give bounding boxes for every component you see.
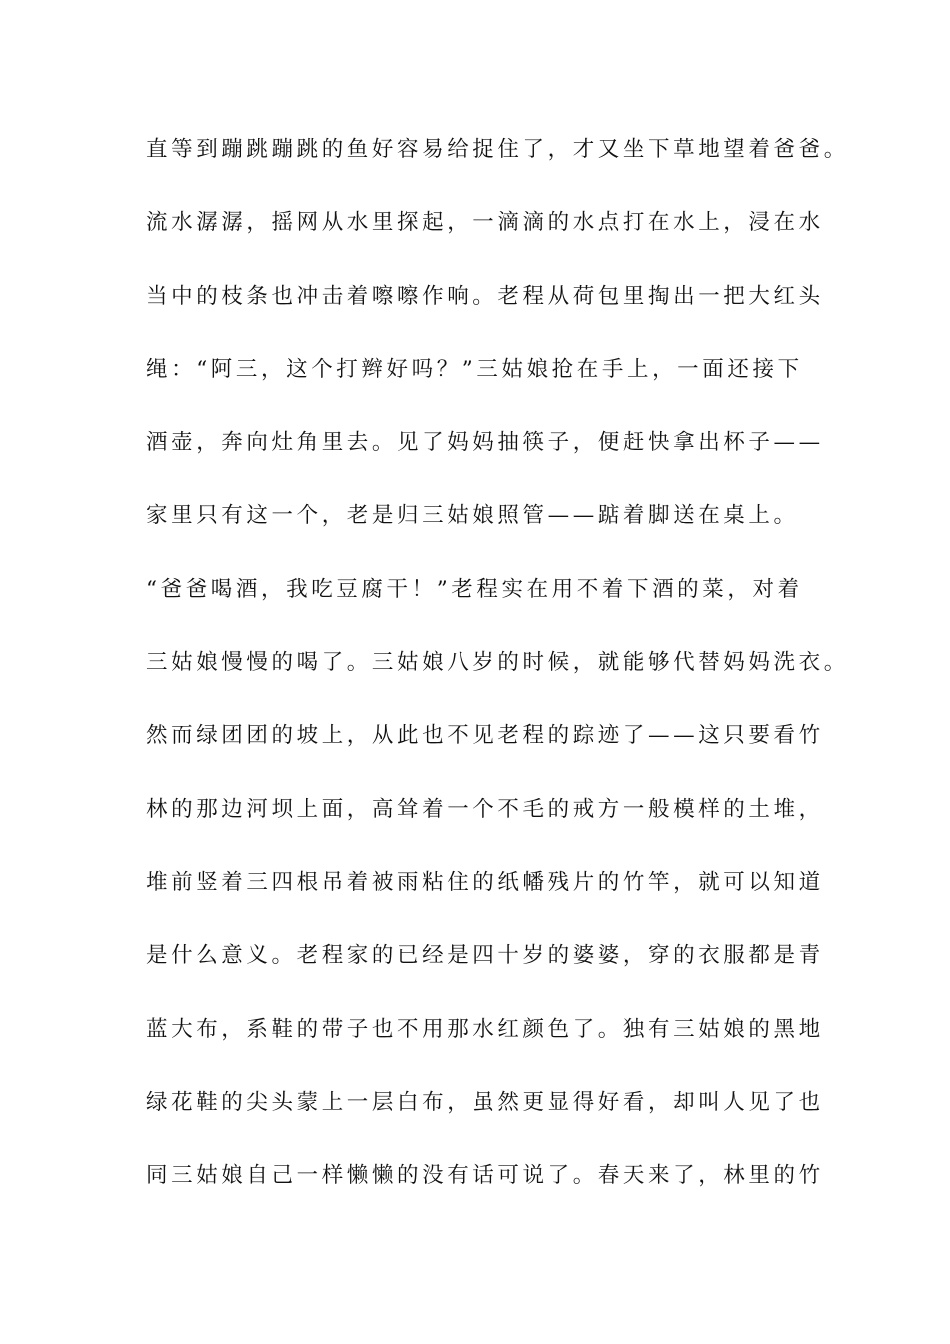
- text-line: 直等到蹦跳蹦跳的鱼好容易给捉住了，才又坐下草地望着爸爸。: [146, 137, 849, 162]
- text-line: 流水潺潺，摇网从水里探起，一滴滴的水点打在水上，浸在水: [146, 210, 824, 236]
- text-line: 绳：“阿三，这个打辫好吗？”三姑娘抢在手上，一面还接下: [146, 356, 803, 382]
- text-line: 然而绿团团的坡上，从此也不见老程的踪迹了——这只要看竹: [146, 723, 824, 749]
- text-line: 是什么意义。老程家的已经是四十岁的婆婆，穿的衣服都是青: [146, 943, 824, 969]
- text-line: 堆前竖着三四根吊着被雨粘住的纸幡残片的竹竿，就可以知道: [146, 869, 824, 895]
- text-line: 当中的枝条也冲击着嚓嚓作响。老程从荷包里掏出一把大红头: [146, 283, 824, 309]
- text-line: “爸爸喝酒，我吃豆腐干！”老程实在用不着下酒的菜，对着: [146, 576, 803, 602]
- text-line: 绿花鞋的尖头蒙上一层白布，虽然更显得好看，却叫人见了也: [146, 1089, 824, 1115]
- text-line: 蓝大布，系鞋的带子也不用那水红颜色了。独有三姑娘的黑地: [146, 1016, 824, 1042]
- text-line: 林的那边河坝上面，高耸着一个不毛的戒方一般模样的土堆，: [146, 796, 824, 822]
- body-text: [146, 128, 849, 1227]
- text-line: 三姑娘慢慢的喝了。三姑娘八岁的时候，就能够代替妈妈洗衣。: [146, 650, 849, 676]
- text-line: 酒壶，奔向灶角里去。见了妈妈抽筷子，便赶快拿出杯子——: [146, 430, 824, 456]
- text-line: 同三姑娘自己一样懒懒的没有话可说了。春天来了，林里的竹: [146, 1163, 824, 1189]
- text-line: 家里只有这一个，老是归三姑娘照管——踮着脚送在桌上。: [146, 503, 799, 529]
